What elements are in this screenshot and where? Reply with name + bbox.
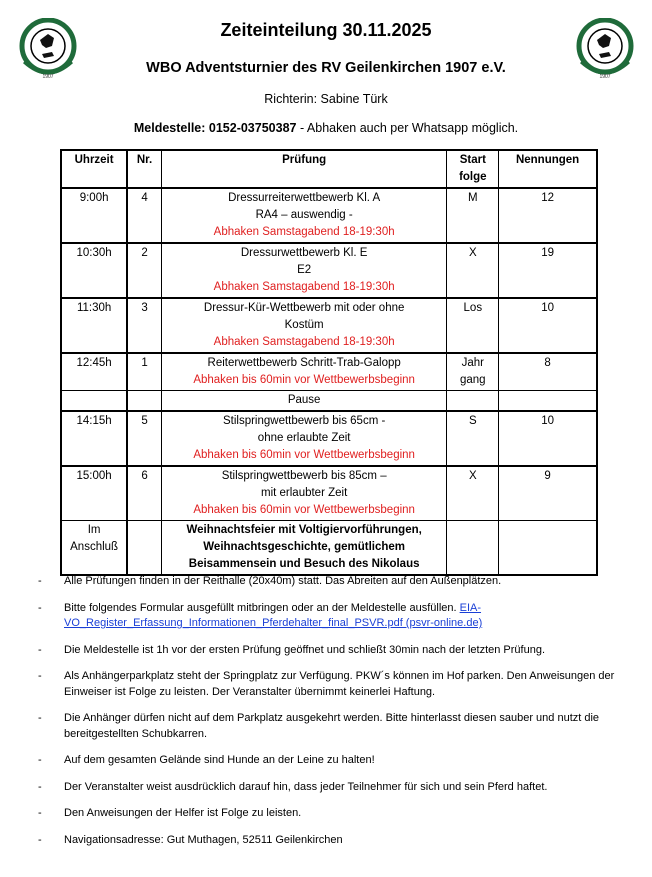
checkin-note: Abhaken Samstagabend 18-19:30h: [213, 281, 395, 293]
bullet-dash: -: [38, 601, 42, 614]
cell-pruefung: [161, 188, 447, 243]
header-start-line2: folge: [459, 171, 487, 183]
pruefung-line: Dressurreiterwettbewerb Kl. A: [228, 192, 381, 204]
pruefung-line: Kostüm: [284, 319, 324, 331]
cell-start: Los: [447, 298, 499, 353]
office-phone: Meldestelle: 0152-03750387: [133, 121, 297, 135]
pruefung-line: RA4 – auswendig -: [255, 209, 353, 221]
judge-line: Richterin: Sabine Türk: [264, 92, 388, 106]
bullet-dash: -: [38, 780, 42, 793]
checkin-note: Abhaken bis 60min vor Wettbewerbsbeginn: [193, 449, 415, 461]
note-text: Den Anweisungen der Helfer ist Folge zu leisten.: [64, 807, 302, 819]
table-row: [61, 188, 597, 243]
header-nennungen: Nennungen: [499, 150, 597, 188]
note-text: Der Veranstalter weist ausdrücklich darauf hin, dass jeder Teilnehmer für sich und sein Pferd haftet.: [64, 780, 548, 793]
table-header-row: [61, 150, 597, 188]
notes-list: [38, 574, 628, 859]
checkin-note: Abhaken bis 60min vor Wettbewerbsbeginn: [193, 374, 415, 386]
cell-time: 10:30h: [61, 243, 127, 298]
checkin-note: Abhaken Samstagabend 18-19:30h: [213, 336, 395, 348]
pruefung-line: Weihnachtsgeschichte, gemütlichem: [203, 541, 406, 553]
header-startfolge: [447, 150, 499, 188]
note-item: [38, 643, 628, 659]
note-text: Alle Prüfungen finden in der Reithalle (20x40m) statt. Das Abreiten auf den Außenplätzen.: [64, 575, 502, 587]
note-item: [38, 711, 628, 742]
cell-pruefung: [161, 521, 447, 576]
table-row: [61, 466, 597, 521]
cell-entries: 10: [499, 411, 597, 466]
table-row: [61, 243, 597, 298]
bullet-dash: -: [38, 712, 42, 724]
table-row: [61, 298, 597, 353]
start-line2: gang: [460, 374, 486, 386]
cell-entries: 8: [499, 353, 597, 391]
cell-time: 12:45h: [61, 353, 127, 391]
cell-start: [447, 391, 499, 412]
table-row: [61, 411, 597, 466]
pruefung-line: Dressurwettbewerb Kl. E: [240, 247, 368, 259]
svg-text:1907: 1907: [42, 74, 54, 80]
cell-time: 9:00h: [61, 188, 127, 243]
header-nr: Nr.: [127, 150, 161, 188]
cell-time: 15:00h: [61, 466, 127, 521]
pruefung-line: Dressur-Kür-Wettbewerb mit oder ohne: [203, 302, 405, 314]
cell-start: [447, 353, 499, 391]
header-start-line1: Start: [459, 154, 486, 166]
note-item: [38, 806, 628, 822]
pruefung-line: mit erlaubter Zeit: [261, 487, 348, 499]
pruefung-line: Weihnachtsfeier mit Voltigiervorführungen,: [186, 524, 422, 536]
time-line2: Anschluß: [70, 541, 119, 553]
cell-time: [61, 521, 127, 576]
cell-time: 11:30h: [61, 298, 127, 353]
cell-start: [447, 521, 499, 576]
cell-time: [61, 391, 127, 412]
note-text: Navigationsadresse: Gut Muthagen, 52511 Geilenkirchen: [64, 833, 343, 846]
page-title: Zeiteinteilung 30.11.2025: [220, 20, 432, 40]
pruefung-line: Reiterwettbewerb Schritt-Trab-Galopp: [207, 357, 401, 369]
schedule-table: [60, 149, 598, 576]
cell-time: 14:15h: [61, 411, 127, 466]
cell-nr: 3: [127, 298, 161, 353]
cell-nr: [127, 521, 161, 576]
cell-nr: [127, 391, 161, 412]
pause-row: [61, 391, 597, 412]
bullet-dash: -: [38, 575, 42, 587]
note-text: Die Anhänger dürfen nicht auf dem Parkplatz ausgekehrt werden. Bitte hinterlasst diesen sauber und nutzt die bereitgestellten Schubkarren.: [64, 712, 600, 740]
office-line: [0, 121, 652, 135]
cell-entries: 12: [499, 188, 597, 243]
note-item: [38, 601, 628, 632]
note-text: Die Meldestelle ist 1h vor der ersten Prüfung geöffnet und schließt 30min nach der letzten Prüfung.: [64, 643, 546, 656]
table-row: [61, 521, 597, 576]
cell-pruefung: [161, 411, 447, 466]
svg-text:1907: 1907: [599, 74, 611, 80]
note-item: [38, 753, 628, 769]
pruefung-line: ohne erlaubte Zeit: [257, 432, 351, 444]
cell-entries: 19: [499, 243, 597, 298]
cell-entries: [499, 521, 597, 576]
cell-pause: Pause: [161, 391, 447, 412]
form-pdf-link[interactable]: EIA-VO_Register_Erfassung_Informationen_Pferdehalter_final_PSVR.pdf (psvr-online.de): [64, 601, 483, 629]
bullet-dash: -: [38, 807, 42, 819]
event-subtitle: WBO Adventsturnier des RV Geilenkirchen 1907 e.V.: [146, 60, 506, 76]
cell-nr: 6: [127, 466, 161, 521]
note-item: [38, 833, 628, 849]
cell-nr: 1: [127, 353, 161, 391]
cell-nr: 2: [127, 243, 161, 298]
time-line1: Im: [87, 524, 101, 536]
pruefung-line: E2: [297, 264, 312, 276]
cell-pruefung: [161, 466, 447, 521]
cell-entries: 10: [499, 298, 597, 353]
bullet-dash: -: [38, 833, 42, 846]
header-pruefung: Prüfung: [161, 150, 447, 188]
note-item: [38, 669, 628, 700]
pruefung-line: Stilspringwettbewerb bis 65cm -: [222, 415, 386, 427]
cell-nr: 4: [127, 188, 161, 243]
cell-pruefung: [161, 298, 447, 353]
table-row: [61, 353, 597, 391]
cell-start: S: [447, 411, 499, 466]
bullet-dash: -: [38, 754, 42, 766]
cell-entries: [499, 391, 597, 412]
cell-start: X: [447, 243, 499, 298]
start-line1: Jahr: [461, 357, 484, 369]
cell-nr: 5: [127, 411, 161, 466]
office-note: - Abhaken auch per Whatsapp möglich.: [296, 121, 519, 135]
bullet-dash: -: [38, 670, 42, 682]
header-uhrzeit: Uhrzeit: [61, 150, 127, 188]
cell-pruefung: [161, 243, 447, 298]
cell-entries: 9: [499, 466, 597, 521]
checkin-note: Abhaken bis 60min vor Wettbewerbsbeginn: [193, 504, 415, 516]
note-item: [38, 574, 628, 590]
checkin-note: Abhaken Samstagabend 18-19:30h: [213, 226, 395, 238]
note-text: Auf dem gesamten Gelände sind Hunde an der Leine zu halten!: [64, 754, 375, 766]
cell-pruefung: [161, 353, 447, 391]
pruefung-line: Beisammensein und Besuch des Nikolaus: [188, 558, 420, 570]
cell-start: X: [447, 466, 499, 521]
pruefung-line: Stilspringwettbewerb bis 85cm –: [221, 470, 387, 482]
note-text: Als Anhängerparkplatz steht der Springplatz zur Verfügung. PKW´s können im Hof parken. Den Anweisungen der Einweiser ist Folge zu leisten. Der Veranstalter übernimmt keinerlei Haftung.: [64, 670, 615, 698]
note-item: [38, 780, 628, 796]
note-text: Bitte folgendes Formular ausgefüllt mitbringen oder an der Meldestelle ausfüllen.: [64, 601, 460, 614]
bullet-dash: -: [38, 643, 42, 656]
cell-start: M: [447, 188, 499, 243]
